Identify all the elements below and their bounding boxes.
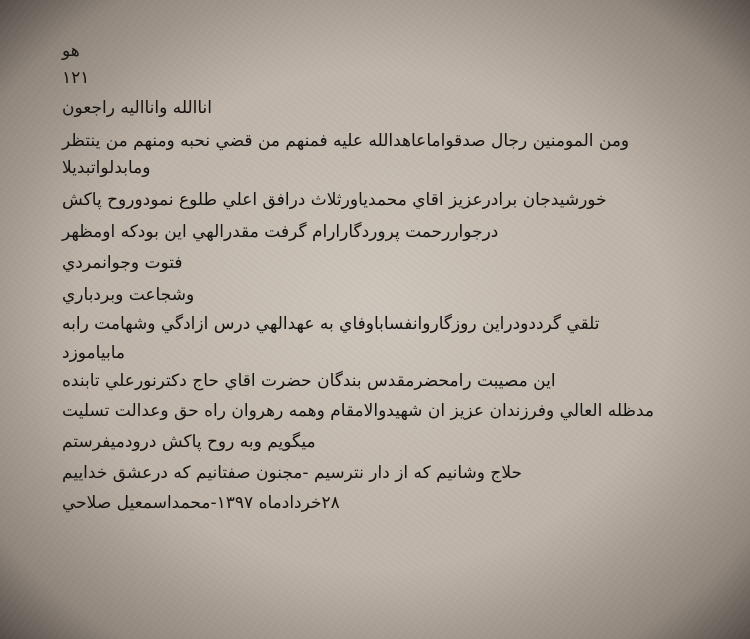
- text-line: اناالله وانااليه راجعون: [62, 98, 212, 118]
- heading-hu: هو: [62, 41, 80, 61]
- text-line: ميگويم وبه روح پاكش درودميفرستم: [62, 432, 316, 452]
- text-line: وشجاعت وبردباري: [62, 285, 195, 305]
- text-line: ومن المومنين رجال صدقواماعاهدالله عليه فمنهم من قضي نحبه ومنهم من ينتظر: [62, 131, 630, 151]
- text-line: خورشيدجان برادرعزيز اقاي محمدياورثلاث درافق اعلي طلوع نمودوروح پاكش: [62, 190, 607, 210]
- text-line: درجواررحمت پروردگارارام گرفت مقدرالهي اين بودكه اومظهر: [62, 222, 499, 242]
- text-line: مدظله العالي وفرزندان عزيز ان شهيدوالامقام وهمه رهروان راه حق وعدالت تسليت: [62, 401, 655, 421]
- text-line: فتوت وجوانمردي: [62, 253, 183, 273]
- text-line: ومابدلواتبديلا: [62, 158, 151, 178]
- text-line: اين مصيبت رامحضرمقدس بندگان حضرت اقاي حاج دكترنورعلي تابنده: [62, 371, 556, 391]
- text-line: مابياموزد: [62, 343, 125, 363]
- text-line: تلقي گرددودراين روزگاروانفساباوفاي به عهدالهي درس ازادگي وشهامت رابه: [62, 314, 600, 334]
- document-number: ۱۲۱: [62, 68, 90, 88]
- signature-date-line: ۲۸خردادماه ۱۳۹۷-محمداسمعيل صلاحي: [62, 493, 340, 513]
- text-line: حلاج وشانيم كه از دار نترسيم -مجنون صفتانيم كه درعشق خداييم: [62, 463, 522, 483]
